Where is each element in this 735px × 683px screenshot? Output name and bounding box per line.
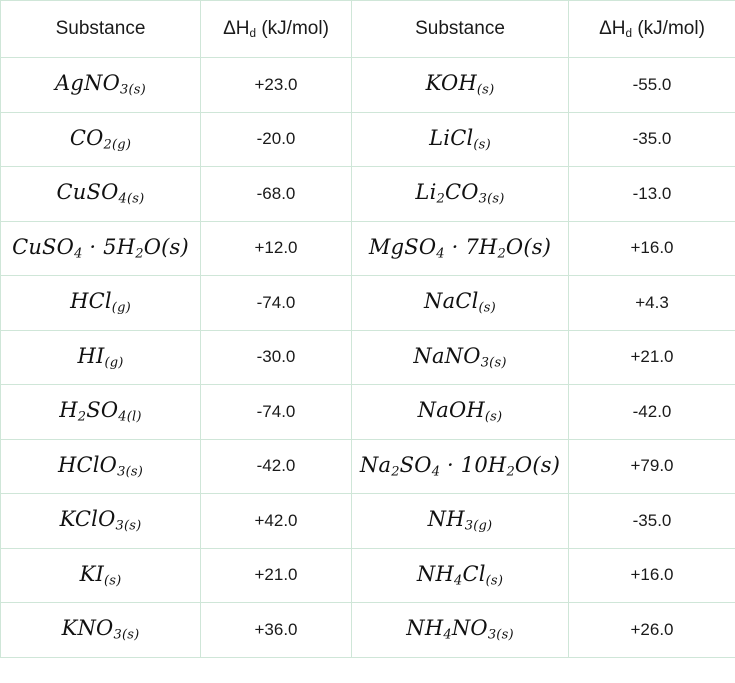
table-row [1,385,735,440]
table-row [1,167,735,222]
table-row [1,221,735,276]
cell-enthalpy-left [201,167,352,222]
table-row [1,276,735,331]
cell-enthalpy-right [569,276,735,331]
cell-substance-right [352,494,569,549]
chemical-formula: $NH_4NO_{3(s)}$ [406,616,514,644]
chemical-formula: $NH_4Cl_{(s)}$ [416,561,504,589]
cell-substance-right [352,58,569,113]
cell-enthalpy-left [201,494,352,549]
column-header-substance-right-label: Substance [415,18,505,39]
enthalpy-value: +21.0 [254,565,298,585]
column-header-enthalpy-left [201,1,352,58]
cell-substance-left [1,276,201,331]
table-row [1,112,735,167]
chemical-formula: NaNO$_{3(s)}$ [413,343,507,371]
enthalpy-value: -20.0 [256,129,296,149]
cell-substance-right [352,167,569,222]
chemical-formula: $KOH_{(s)}$ [425,71,495,99]
column-header-substance-left-label: Substance [55,18,146,39]
enthalpy-value: +36.0 [254,619,298,639]
cell-substance-right [352,221,569,276]
cell-enthalpy-left [201,385,352,440]
enthalpy-value: +79.0 [630,456,674,476]
table-row [1,548,735,603]
chemical-formula: $CO_{2(g)}$ [69,125,132,153]
cell-substance-right [352,330,569,385]
cell-substance-right [352,276,569,331]
column-header-enthalpy-right [569,1,735,58]
table-row [1,439,735,494]
cell-substance-left [1,548,201,603]
column-header-enthalpy-left-symbol: ΔH [223,18,250,39]
cell-enthalpy-left [201,603,352,658]
table-row [1,603,735,658]
cell-enthalpy-right [569,439,735,494]
enthalpy-value: +16.0 [630,565,674,585]
enthalpy-value: -74.0 [256,401,296,421]
cell-substance-right [352,112,569,167]
column-header-enthalpy-left-unit: (kJ/mol) [256,18,329,39]
enthalpy-value: +4.3 [635,292,669,312]
cell-enthalpy-left [201,221,352,276]
cell-enthalpy-left [201,330,352,385]
cell-substance-left [1,221,201,276]
enthalpy-value: -68.0 [256,183,296,203]
cell-enthalpy-right [569,330,735,385]
cell-enthalpy-right [569,385,735,440]
cell-substance-right [352,385,569,440]
cell-substance-left [1,167,201,222]
cell-enthalpy-right [569,221,735,276]
cell-enthalpy-left [201,439,352,494]
chemical-formula: $NH_{3(g)}$ [427,507,493,535]
column-header-enthalpy-right-symbol: ΔH [599,18,626,39]
cell-enthalpy-right [569,167,735,222]
chemical-formula: MgSO$_4$ · $7H_2O(s)$ [368,234,552,262]
chemical-formula: $Li_2CO_{3(s)}$ [415,180,505,208]
cell-enthalpy-left [201,548,352,603]
cell-substance-left [1,58,201,113]
chemical-formula: HClO$_{3(s)}$ [57,452,144,480]
enthalpy-value: -30.0 [256,347,296,367]
cell-enthalpy-left [201,58,352,113]
chemical-formula: CuSO$_4$ · $5H_2O(s)$ [12,234,189,262]
column-header-substance-right [352,1,569,58]
cell-substance-left [1,330,201,385]
table-row [1,494,735,549]
chemical-formula: HCl$_{(g)}$ [70,289,131,317]
chemical-formula: $HI_{(g)}$ [77,343,124,371]
column-header-enthalpy-right-subscript: d [625,26,633,40]
enthalpy-value: -42.0 [632,401,672,421]
enthalpy-value: +23.0 [254,74,298,94]
cell-enthalpy-left [201,276,352,331]
enthalpy-value: +42.0 [254,510,298,530]
chemical-formula: CuSO$_{4(s)}$ [56,180,145,208]
cell-enthalpy-right [569,494,735,549]
cell-substance-left [1,494,201,549]
table-row [1,330,735,385]
chemical-formula: NaOH$_{(s)}$ [417,398,503,426]
table-row [1,58,735,113]
chemical-formula: NaCl$_{(s)}$ [424,289,496,317]
enthalpy-value: +16.0 [630,238,674,258]
table-header [1,1,735,58]
cell-substance-left [1,439,201,494]
chemical-formula: $KI_{(s)}$ [79,561,122,589]
enthalpy-value: +26.0 [630,619,674,639]
cell-enthalpy-left [201,112,352,167]
enthalpy-value: -55.0 [632,74,672,94]
chemical-formula: LiCl$_{(s)}$ [429,125,491,153]
cell-substance-right [352,548,569,603]
enthalpy-value: -13.0 [632,183,672,203]
table-body [1,58,735,658]
enthalpy-value: -35.0 [632,129,672,149]
enthalpy-value: -42.0 [256,456,296,476]
enthalpy-value: +21.0 [630,347,674,367]
cell-substance-left [1,112,201,167]
cell-substance-right [352,439,569,494]
chemical-formula: KClO$_{3(s)}$ [59,507,142,535]
cell-enthalpy-right [569,112,735,167]
table-header-row [1,1,735,58]
cell-enthalpy-right [569,548,735,603]
column-header-enthalpy-left-subscript: d [249,26,257,40]
cell-enthalpy-right [569,603,735,658]
chemical-formula: $KNO_{3(s)}$ [61,616,140,644]
column-header-substance-left [1,1,201,58]
cell-substance-right [352,603,569,658]
cell-enthalpy-right [569,58,735,113]
chemical-formula: AgNO$_{3(s)}$ [55,71,146,99]
cell-substance-left [1,603,201,658]
chemical-formula: $H_2SO_{4(l)}$ [59,398,142,426]
enthalpy-value: +12.0 [254,238,298,258]
column-header-enthalpy-right-unit: (kJ/mol) [632,18,705,39]
cell-substance-left [1,385,201,440]
chemical-formula: $Na_2SO_4 \cdot 10H_2O(s)$ [359,452,561,480]
enthalpy-value: -35.0 [632,510,672,530]
enthalpy-value: -74.0 [256,292,296,312]
